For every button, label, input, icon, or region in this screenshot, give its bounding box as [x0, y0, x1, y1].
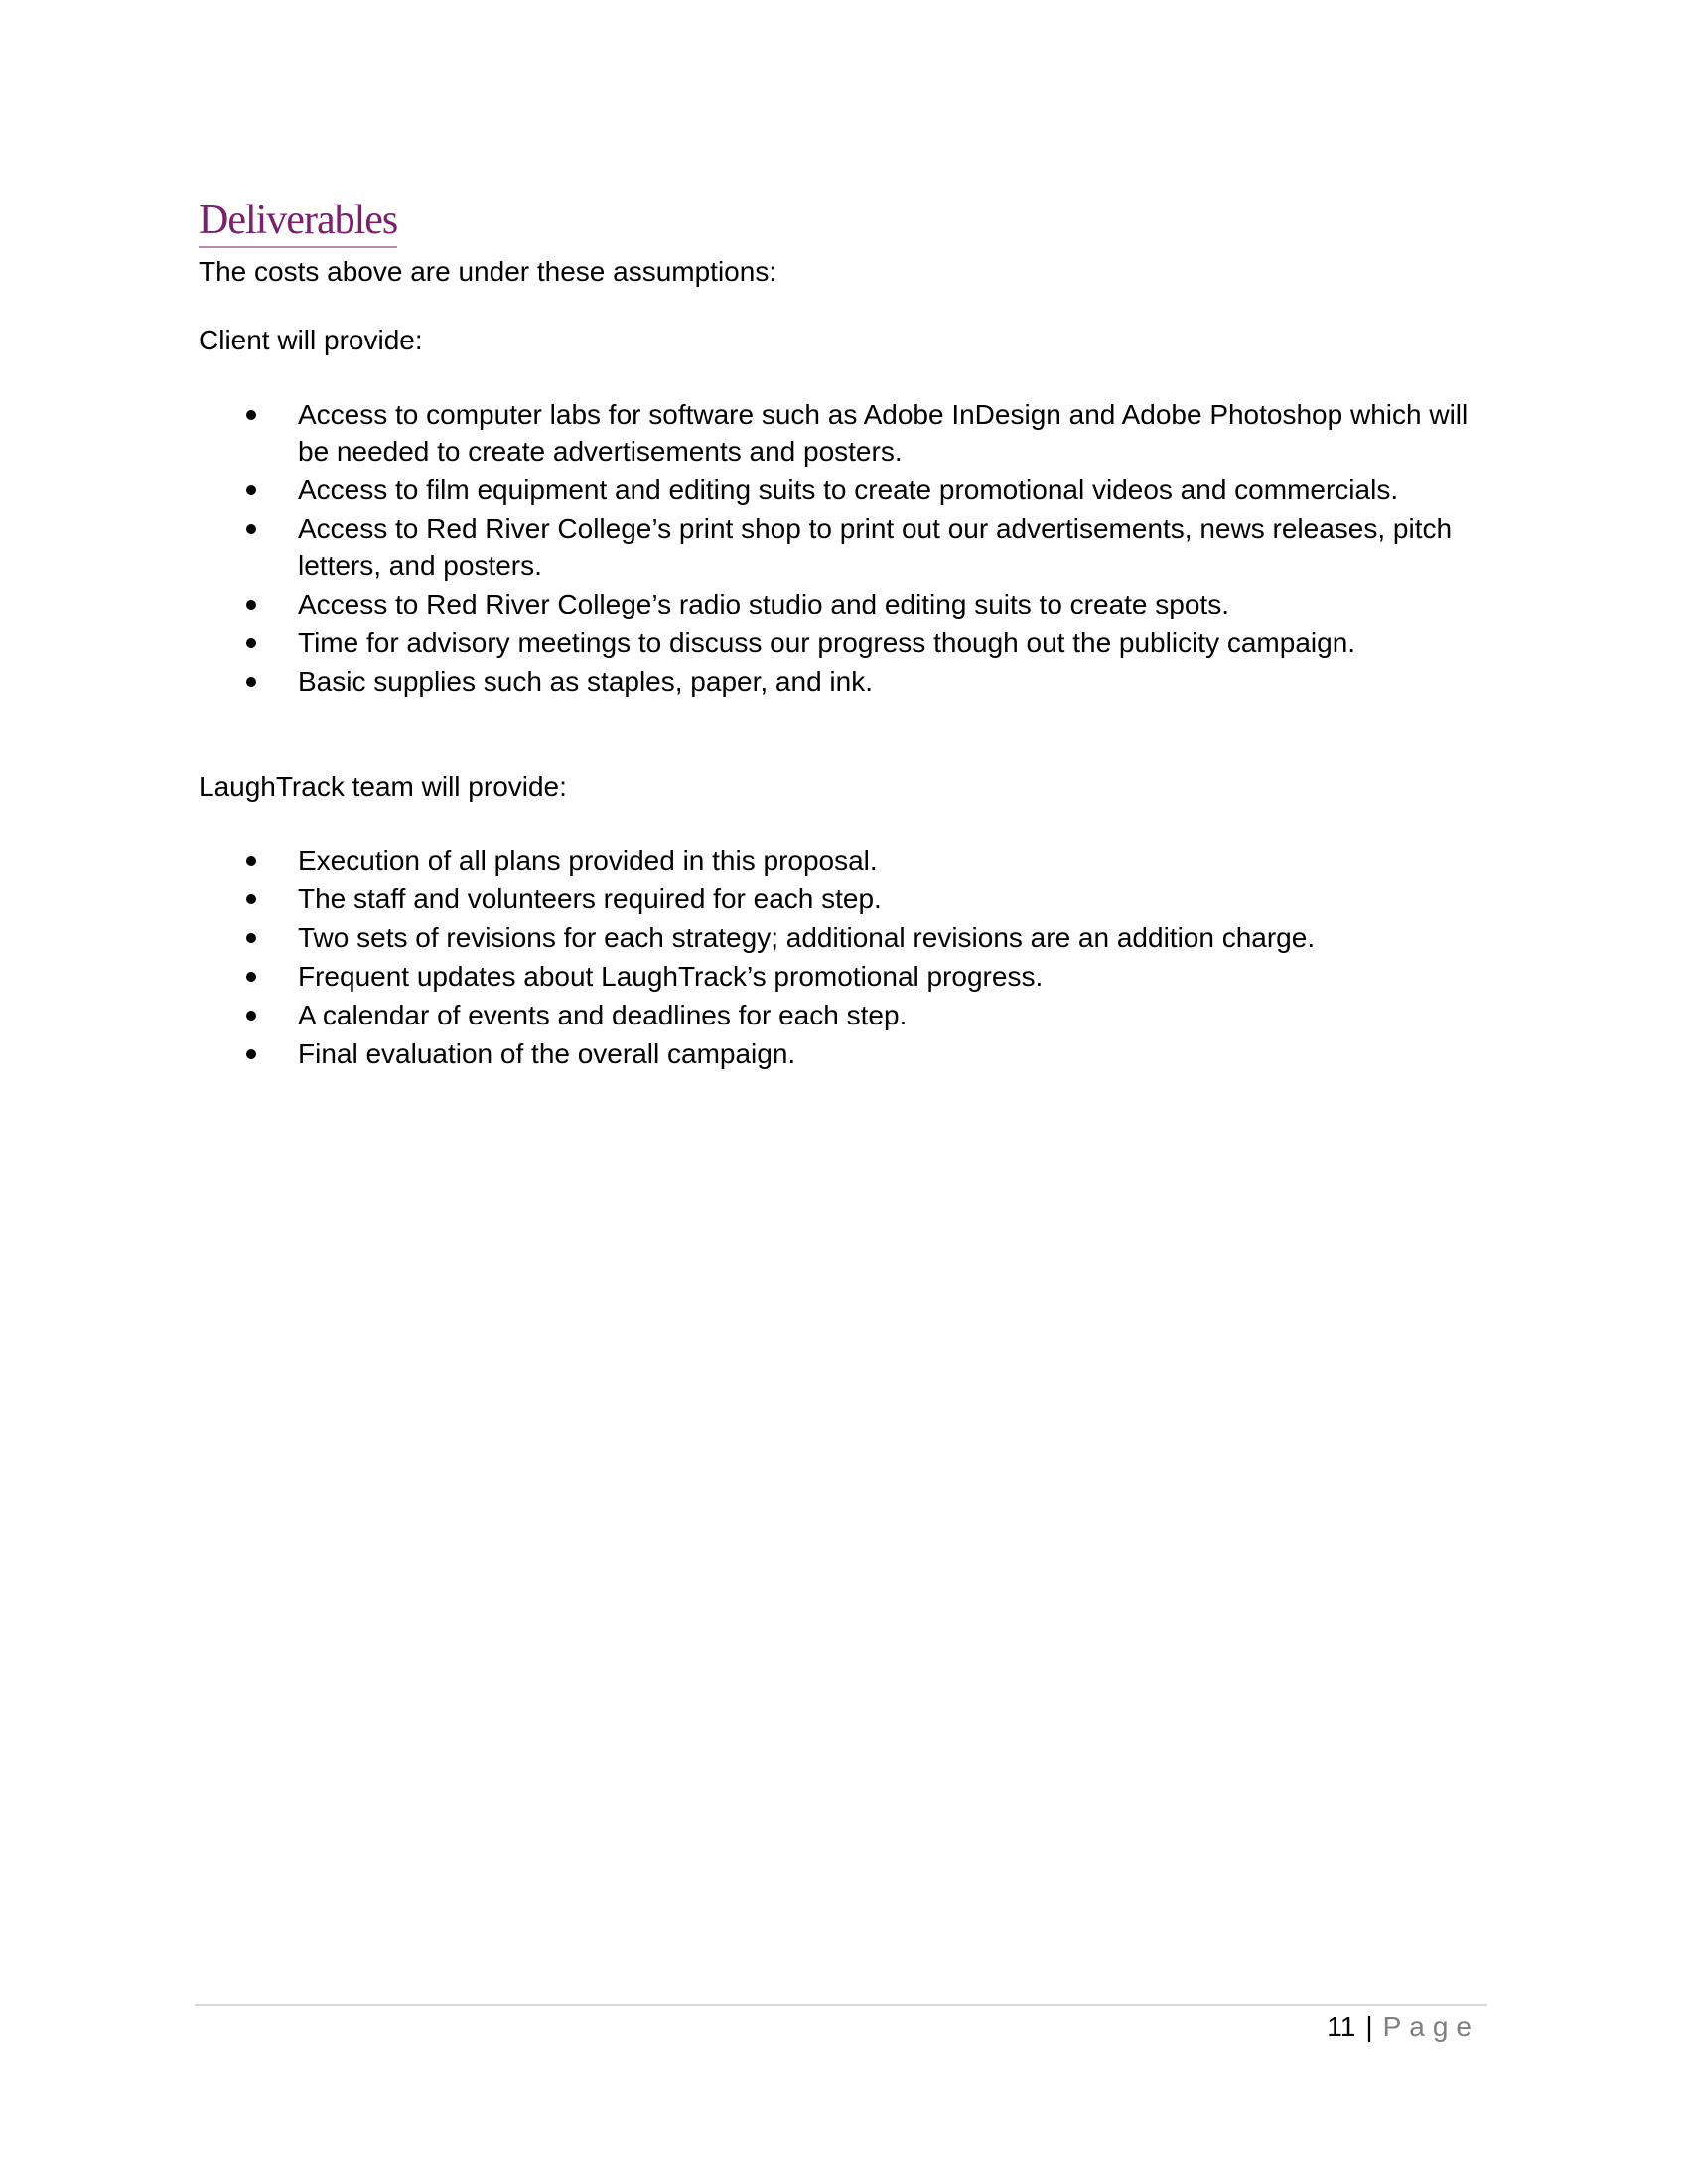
- page-number: 11: [1327, 2011, 1356, 2042]
- list-item-text: Time for advisory meetings to discuss our progress though out the publicity campaign.: [298, 627, 1356, 658]
- list-item-text: The staff and volunteers required for each step.: [298, 884, 882, 914]
- list-item: [0, 472, 1489, 508]
- list-item-text: A calendar of events and deadlines for each step.: [298, 1000, 908, 1030]
- list-item: [0, 842, 1489, 879]
- bullet-icon: [246, 410, 256, 420]
- bullet-icon: [246, 638, 256, 648]
- list-item: [0, 919, 1489, 956]
- bullet-icon: [246, 677, 256, 687]
- bullet-icon: [246, 894, 256, 904]
- intro-text: The costs above are under these assumptions:: [199, 256, 777, 287]
- list-item-text: Two sets of revisions for each strategy; additional revisions are an addition charge.: [298, 922, 1316, 953]
- list-item-text: Frequent updates about LaughTrack’s promotional progress.: [298, 961, 1044, 992]
- list-item: [0, 881, 1489, 917]
- page-footer: [1327, 2009, 1479, 2045]
- bullet-icon: [246, 933, 256, 943]
- client-provides-list: [0, 396, 1688, 702]
- list-item-text: Access to Red River College’s radio studio and editing suits to create spots.: [298, 589, 1229, 619]
- team-provides-label: LaughTrack team will provide:: [199, 771, 567, 802]
- bullet-icon: [246, 485, 256, 495]
- list-item-text: Access to computer labs for software such as Adobe InDesign and Adobe Photoshop which will be needed to create advertisements and posters.: [298, 399, 1469, 467]
- list-item-text: Access to Red River College’s print shop to print out our advertisements, news releases, pitch letters, and posters.: [298, 513, 1453, 581]
- list-item: [0, 396, 1489, 470]
- list-item: [0, 997, 1489, 1033]
- list-item-text: Access to film equipment and editing suits to create promotional videos and commercials.: [298, 475, 1399, 505]
- page-label: Page: [1382, 2011, 1479, 2042]
- list-item-text: Final evaluation of the overall campaign.: [298, 1038, 796, 1069]
- list-item: [0, 586, 1489, 622]
- footer-divider: [195, 2004, 1487, 2006]
- list-item: [0, 1035, 1489, 1072]
- list-item-text: Execution of all plans provided in this proposal.: [298, 845, 878, 876]
- section-heading: Deliverables: [199, 195, 397, 248]
- bullet-icon: [246, 856, 256, 866]
- client-provides-label: Client will provide:: [199, 325, 423, 355]
- bullet-icon: [246, 600, 256, 610]
- list-item: [0, 510, 1489, 584]
- bullet-icon: [246, 972, 256, 982]
- list-item: [0, 624, 1489, 661]
- list-item: [0, 958, 1489, 995]
- bullet-icon: [246, 524, 256, 534]
- list-item: [0, 663, 1489, 700]
- team-provides-list: [0, 842, 1688, 1074]
- footer-separator: |: [1365, 2011, 1373, 2042]
- list-item-text: Basic supplies such as staples, paper, and ink.: [298, 666, 874, 697]
- bullet-icon: [246, 1011, 256, 1021]
- bullet-icon: [246, 1049, 256, 1059]
